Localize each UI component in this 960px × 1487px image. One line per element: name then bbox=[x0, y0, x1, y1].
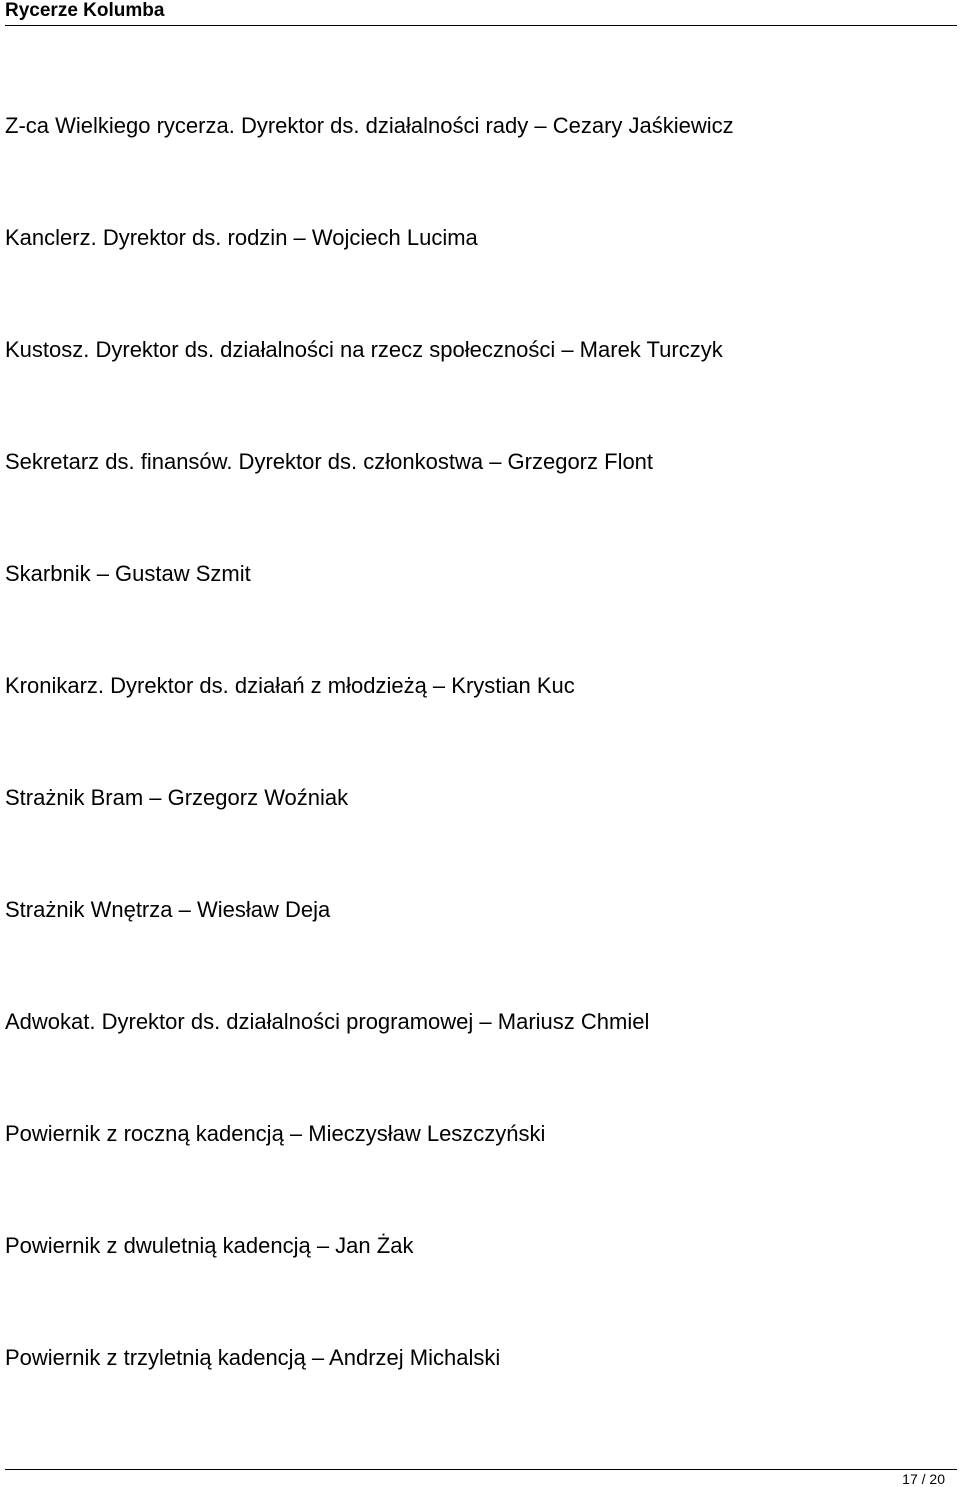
list-item: Skarbnik – Gustaw Szmit bbox=[5, 561, 251, 586]
list-item: Strażnik Wnętrza – Wiesław Deja bbox=[5, 897, 331, 922]
page-number: 17 / 20 bbox=[902, 1471, 945, 1487]
list-item: Kronikarz. Dyrektor ds. działań z młodzieżą – Krystian Kuc bbox=[5, 673, 575, 698]
footer-divider bbox=[5, 1469, 957, 1470]
list-item: Z-ca Wielkiego rycerza. Dyrektor ds. działalności rady – Cezary Jaśkiewicz bbox=[5, 113, 734, 138]
document-title: Rycerze Kolumba bbox=[5, 0, 165, 21]
list-item: Kustosz. Dyrektor ds. działalności na rzecz społeczności – Marek Turczyk bbox=[5, 337, 723, 362]
list-item: Powiernik z roczną kadencją – Mieczysław Leszczyński bbox=[5, 1121, 546, 1146]
list-item: Kanclerz. Dyrektor ds. rodzin – Wojciech Lucima bbox=[5, 225, 478, 250]
list-item: Powiernik z trzyletnią kadencją – Andrzej Michalski bbox=[5, 1345, 501, 1370]
header-divider bbox=[5, 25, 957, 26]
list-item: Sekretarz ds. finansów. Dyrektor ds. członkostwa – Grzegorz Flont bbox=[5, 449, 654, 474]
list-item: Adwokat. Dyrektor ds. działalności programowej – Mariusz Chmiel bbox=[5, 1009, 650, 1034]
page-header bbox=[0, 0, 960, 30]
list-item: Strażnik Bram – Grzegorz Woźniak bbox=[5, 785, 349, 810]
list-item: Powiernik z dwuletnią kadencją – Jan Żak bbox=[5, 1233, 414, 1258]
